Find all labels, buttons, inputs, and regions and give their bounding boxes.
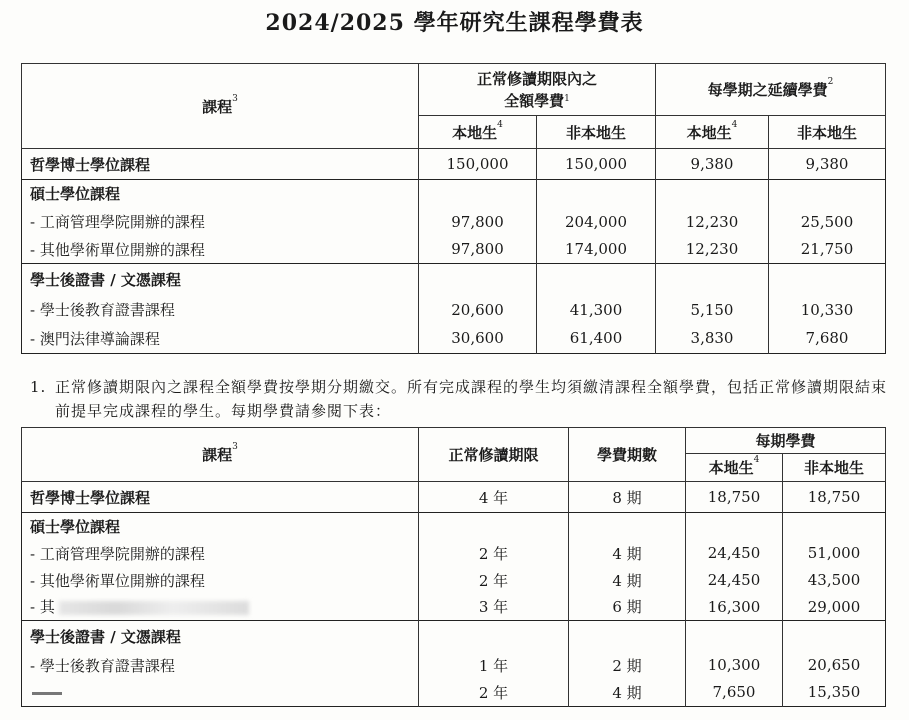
- course-name: [22, 679, 419, 707]
- table-row: [22, 180, 886, 208]
- header-nonlocal: 非本地生: [783, 454, 886, 482]
- cell-value: [537, 264, 656, 296]
- cell-value: 2 年: [419, 540, 569, 567]
- cell-value: 97,800: [419, 236, 537, 264]
- cell-value: [686, 621, 783, 652]
- course-name: 哲學博士學位課程: [22, 149, 419, 180]
- course-name: - 學士後教育證書課程: [30, 301, 175, 319]
- course-name: - 其: [22, 594, 419, 621]
- cell-value: 61,400: [537, 324, 656, 354]
- header-extension-fee: 每學期之延續學費$^2$: [656, 64, 886, 116]
- header-fee-per-installment: 每期學費: [686, 428, 886, 454]
- course-name: 學士後證書 / 文憑課程: [22, 621, 419, 652]
- header-local: 本地生$^4$: [419, 116, 537, 149]
- page-title: 2024/2025 學年研究生課程學費表: [265, 10, 644, 36]
- cell-value: 8 期: [569, 482, 686, 513]
- course-name: - 工商管理學院開辦的課程: [30, 544, 205, 563]
- cell-value: 43,500: [783, 567, 886, 594]
- course-name: 碩士學位課程: [22, 513, 419, 540]
- cell-value: 5,150: [656, 296, 769, 324]
- cell-value: 7,650: [686, 679, 783, 707]
- header-ext-local: 本地生$^4$: [656, 116, 769, 149]
- cell-value: [656, 264, 769, 296]
- cell-value: 204,000: [537, 208, 656, 236]
- redacted-text: [59, 601, 249, 615]
- cell-value: 25,500: [769, 208, 886, 236]
- cell-value: 24,450: [686, 540, 783, 567]
- header-ext-nonlocal: 非本地生: [769, 116, 886, 149]
- cell-value: 18,750: [783, 482, 886, 513]
- cell-value: 7,680: [769, 324, 886, 354]
- cell-value: 21,750: [769, 236, 886, 264]
- cell-value: 150,000: [419, 149, 537, 180]
- cell-value: 2 年: [419, 567, 569, 594]
- table-row: [22, 567, 886, 594]
- cell-value: 174,000: [537, 236, 656, 264]
- cell-value: 1 年: [419, 652, 569, 679]
- table-row: [22, 652, 886, 679]
- cell-value: 30,600: [419, 324, 537, 354]
- cell-value: 9,380: [656, 149, 769, 180]
- course-name: - 其他學術單位開辦的課程: [30, 571, 205, 590]
- cell-value: 51,000: [783, 540, 886, 567]
- course-name: 學士後證書 / 文憑課程: [22, 264, 419, 296]
- cell-value: [419, 621, 569, 652]
- cell-value: 24,450: [686, 567, 783, 594]
- course-name: - 學士後教育證書課程: [30, 656, 175, 675]
- cell-value: 12,230: [656, 236, 769, 264]
- table-row: [22, 594, 886, 621]
- table-row: [22, 208, 886, 236]
- cell-value: 4 期: [569, 567, 686, 594]
- cell-value: [686, 513, 783, 540]
- header-normal-period: 正常修讀期限: [419, 428, 569, 482]
- cell-value: [783, 513, 886, 540]
- cell-value: 150,000: [537, 149, 656, 180]
- table-row: [22, 621, 886, 652]
- cell-value: 3 年: [419, 594, 569, 621]
- cell-value: [569, 513, 686, 540]
- table-row: [22, 149, 886, 180]
- footnote-1: 1. 正常修讀期限內之課程全額學費按學期分期繳交。所有完成課程的學生均須繳清課程全額學費，包括正常修讀期限結束前提早完成課程的學生。每期學費請參閱下表：: [30, 378, 888, 420]
- cell-value: [419, 264, 537, 296]
- cell-value: 4 期: [569, 540, 686, 567]
- table-row: [22, 296, 886, 324]
- cell-value: [569, 621, 686, 652]
- header-nonlocal: 非本地生: [537, 116, 656, 149]
- course-name: - 澳門法律導論課程: [30, 329, 160, 348]
- cell-value: 16,300: [686, 594, 783, 621]
- table-row: [22, 679, 886, 707]
- cell-value: 12,230: [656, 208, 769, 236]
- header-full-fee: 正常修讀期限內之 全額學費$^1$: [419, 64, 656, 116]
- table-row: [22, 324, 886, 354]
- course-name: 哲學博士學位課程: [22, 482, 419, 513]
- cell-value: 2 年: [419, 679, 569, 707]
- table-row: [22, 236, 886, 264]
- table-row: [22, 482, 886, 513]
- cell-value: 41,300: [537, 296, 656, 324]
- header-installments: 學費期數: [569, 428, 686, 482]
- cell-value: 6 期: [569, 594, 686, 621]
- cell-value: 29,000: [783, 594, 886, 621]
- full-fee-table: [21, 63, 886, 354]
- header-local: 本地生$^4$: [686, 454, 783, 482]
- table-row: [22, 264, 886, 296]
- cell-value: 20,650: [783, 652, 886, 679]
- cell-value: [769, 264, 886, 296]
- course-name: - 其他學術單位開辦的課程: [30, 240, 205, 259]
- cell-value: 2 期: [569, 652, 686, 679]
- cell-value: 18,750: [686, 482, 783, 513]
- cell-value: [783, 621, 886, 652]
- cell-value: 9,380: [769, 149, 886, 180]
- installment-fee-table: [21, 427, 886, 707]
- cell-value: [656, 180, 769, 208]
- cropped-text: [32, 692, 62, 695]
- cell-value: [419, 513, 569, 540]
- course-name: - 工商管理學院開辦的課程: [30, 213, 205, 231]
- table-row: [22, 540, 886, 567]
- header-course: 課程$^3$: [22, 64, 419, 149]
- cell-value: 97,800: [419, 208, 537, 236]
- cell-value: [419, 180, 537, 208]
- table-row: [22, 513, 886, 540]
- cell-value: 3,830: [656, 324, 769, 354]
- cell-value: 10,330: [769, 296, 886, 324]
- cell-value: 4 期: [569, 679, 686, 707]
- cell-value: 20,600: [419, 296, 537, 324]
- course-name: 碩士學位課程: [22, 180, 419, 208]
- cell-value: 4 年: [419, 482, 569, 513]
- cell-value: 15,350: [783, 679, 886, 707]
- cell-value: [537, 180, 656, 208]
- header-course: 課程$^3$: [22, 428, 419, 482]
- cell-value: 10,300: [686, 652, 783, 679]
- cell-value: [769, 180, 886, 208]
